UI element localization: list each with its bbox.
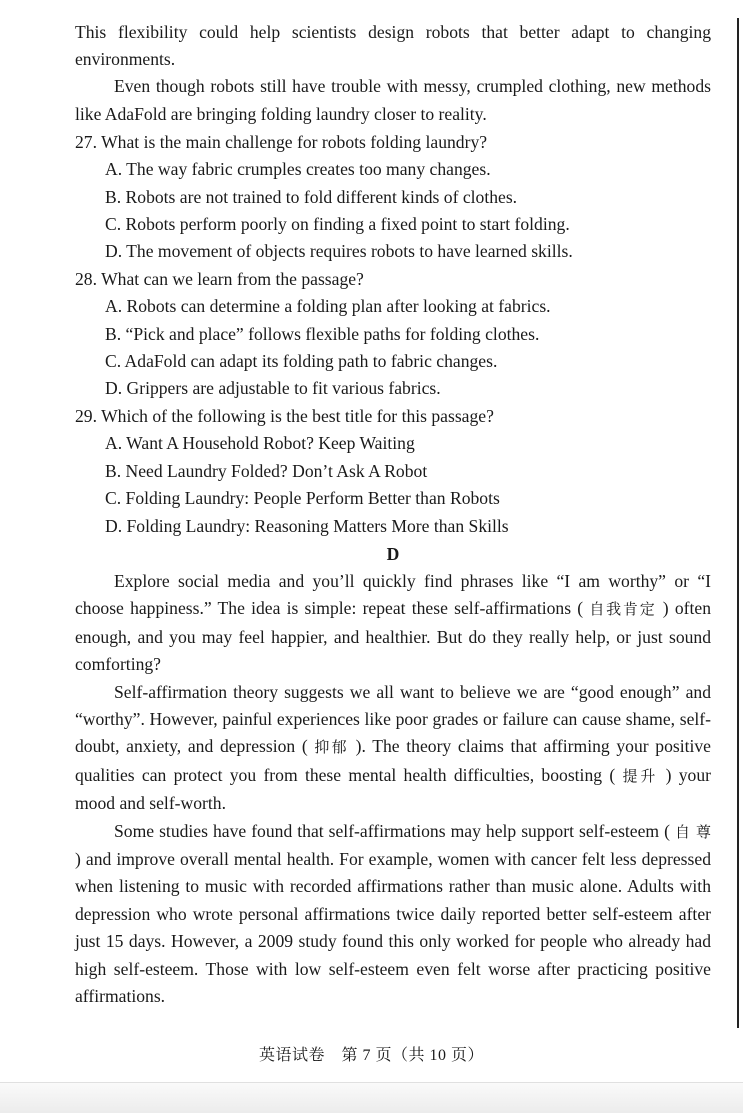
answer-option: A. Robots can determine a folding plan after looking at fabrics.	[105, 296, 551, 317]
text-run: ) your mood and self-worth.	[75, 764, 711, 814]
passage-c-closing-paragraph: This flexibility could help scientists design robots that better adapt to changing environments.	[75, 22, 711, 70]
answer-option: A. Want A Household Robot? Keep Waiting	[105, 433, 415, 454]
text-run: Self-affirmation theory suggests we all want to believe we are “good enough” and “worthy”. However, painful experiences like poor grades or failure can cause shame, self-doubt, anxiety, and depression (	[75, 681, 711, 757]
chinese-gloss: 自我肯定	[589, 600, 657, 619]
passage-c-final-paragraph: Even though robots still have trouble with messy, crumpled clothing, new methods like AdaFold are bringing folding laundry closer to reality.	[75, 76, 711, 124]
answer-option: A. The way fabric crumples creates too many changes.	[105, 159, 491, 180]
answer-option: D. The movement of objects requires robots to have learned skills.	[105, 241, 573, 262]
chinese-gloss: 提升	[622, 766, 659, 785]
page-content	[75, 19, 711, 1010]
passage-d-paragraph-3	[75, 818, 711, 1011]
text-run: ) often enough, and you may feel happier, and healthier. But do they really help, or just sound comforting?	[75, 598, 711, 675]
answer-option: D. Grippers are adjustable to fit various fabrics.	[105, 378, 441, 399]
passage-d-paragraph-2	[75, 679, 711, 818]
answer-option: D. Folding Laundry: Reasoning Matters More than Skills	[105, 515, 509, 536]
text-run: ). The theory claims that affirming your positive qualities can protect you from these mental health difficulties, boosting (	[75, 736, 711, 785]
answer-option: C. AdaFold can adapt its folding path to fabric changes.	[105, 351, 498, 372]
chinese-gloss: 抑郁	[314, 738, 349, 757]
question-29	[75, 403, 711, 540]
answer-option: B. “Pick and place” follows flexible paths for folding clothes.	[105, 323, 540, 344]
text-run: Some studies have found that self-affirmations may help support self-esteem (	[114, 820, 675, 841]
passage-d-paragraph-1	[75, 568, 711, 679]
text-run: Explore social media and you’ll quickly find phrases like “I am worthy” or “I choose happiness.” The idea is simple: repeat these self-affirmations (	[75, 570, 711, 619]
answer-option: C. Folding Laundry: People Perform Better than Robots	[105, 488, 500, 509]
question-stem: 29. Which of the following is the best title for this passage?	[75, 405, 494, 426]
question-28	[75, 266, 711, 403]
question-27	[75, 129, 711, 266]
question-stem: 28. What can we learn from the passage?	[75, 268, 364, 289]
answer-option: C. Robots perform poorly on finding a fixed point to start folding.	[105, 214, 570, 235]
answer-option: B. Robots are not trained to fold different kinds of clothes.	[105, 186, 518, 207]
page-footer: 英语试卷 第 7 页（共 10 页）	[258, 1047, 484, 1064]
bottom-strip	[0, 1082, 743, 1113]
section-heading: D	[386, 543, 400, 564]
text-run: ) and improve overall mental health. For example, women with cancer felt less depressed when listening to music with recorded affirmations rather than music alone. Adults with depression who wrote personal affirmations twice daily reported better self-esteem after just 15 days. However, a 2009 study found this only worked for people who already had high self-esteem. Those with low self-esteem even felt worse after practicing positive affirmations.	[75, 848, 711, 1006]
page-edge-rule	[737, 18, 739, 1028]
chinese-gloss: 自 尊	[675, 822, 711, 841]
answer-option: B. Need Laundry Folded? Don’t Ask A Robot	[105, 460, 428, 481]
question-stem: 27. What is the main challenge for robots folding laundry?	[75, 131, 488, 152]
